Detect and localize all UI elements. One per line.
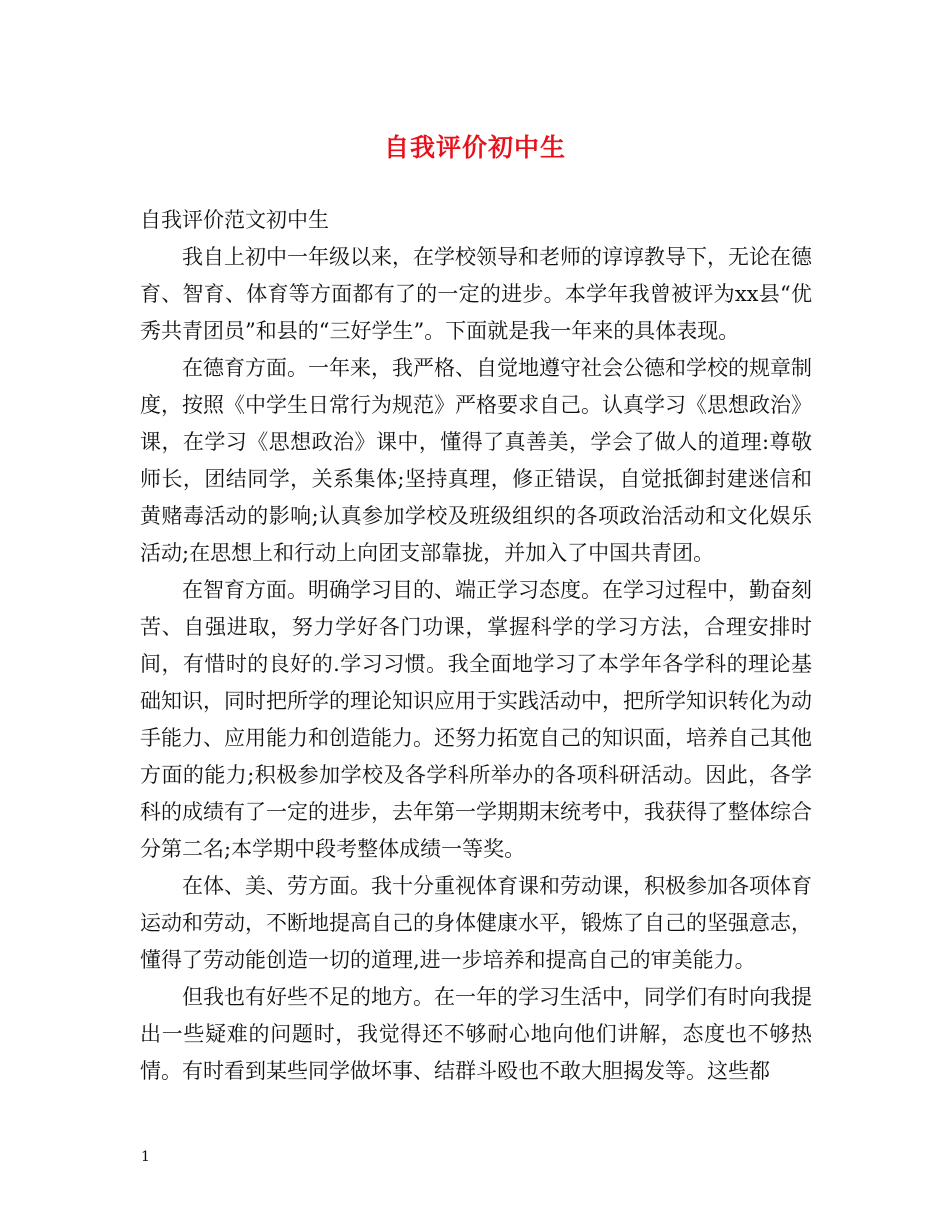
document-subtitle: 自我评价范文初中生 — [140, 208, 329, 232]
page-number: 1 — [141, 1149, 150, 1165]
document-body — [140, 202, 812, 1090]
paragraph-intellectual-education: 在智育方面。明确学习目的、端正学习态度。在学习过程中，勤奋刻苦、自强进取，努力学好各门功课，掌握科学的学习方法，合理安排时间，有惜时的良好的.学习习惯。我全面地学习了本学年各学科的理论基础知识，同时把所学的理论知识应用于实践活动中，把所学知识转化为动手能力、应用能力和创造能力。还努力拓宽自己的知识面，培养自己其他方面的能力;积极参加学校及各学科所举办的各项科研活动。因此，各学科的成绩有了一定的进步，去年第一学期期末统考中，我获得了整体综合分第二名;本学期中段考整体成绩一等奖。 — [140, 578, 812, 861]
document-title: 自我评价初中生 — [383, 133, 566, 162]
paragraph-moral-education: 在德育方面。一年来，我严格、自觉地遵守社会公德和学校的规章制度，按照《中学生日常行为规范》严格要求自己。认真学习《思想政治》课，在学习《思想政治》课中，懂得了真善美，学会了做人的道理:尊敬师长，团结同学，关系集体;坚持真理，修正错误，自觉抵御封建迷信和黄赌毒活动的影响;认真参加学校及班级组织的各项政治活动和文化娱乐活动;在思想上和行动上向团支部靠拢，并加入了中国共青团。 — [140, 356, 812, 565]
paragraph-physical-aesthetic-labor: 在体、美、劳方面。我十分重视体育课和劳动课，积极参加各项体育运动和劳动，不断地提高自己的身体健康水平，锻炼了自己的坚强意志，懂得了劳动能创造一切的道理,进一步培养和提高自己的审美能力。 — [140, 874, 812, 972]
paragraph-intro: 我自上初中一年级以来，在学校领导和老师的谆谆教导下，无论在德育、智育、体育等方面都有了的一定的进步。本学年我曾被评为xx县“优秀共青团员”和县的“三好学生”。下面就是我一年来的具体表现。 — [140, 245, 812, 343]
paragraph-shortcomings: 但我也有好些不足的地方。在一年的学习生活中，同学们有时向我提出一些疑难的问题时，我觉得还不够耐心地向他们讲解，态度也不够热情。有时看到某些同学做坏事、结群斗殴也不敢大胆揭发等。这些都 — [140, 985, 812, 1083]
